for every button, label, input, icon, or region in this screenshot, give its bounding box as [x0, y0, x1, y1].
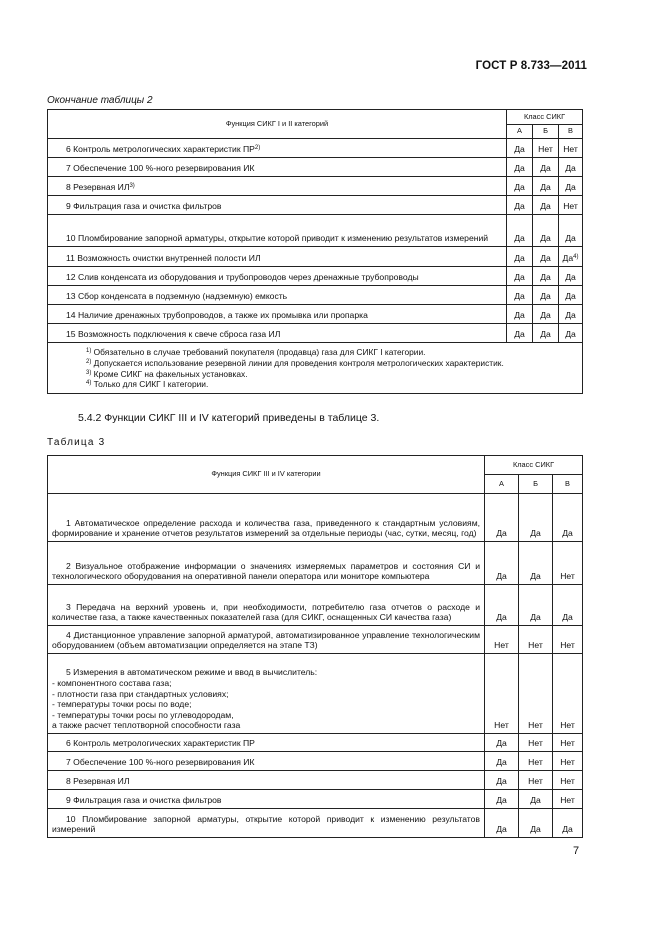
class-c-value — [559, 215, 583, 247]
value-text: Да — [540, 310, 551, 321]
function-text: 8 Резервная ИЛ — [66, 776, 130, 787]
function-cell — [48, 752, 485, 771]
value-text: Да — [496, 795, 507, 806]
table2-class-header: Класс СИКГ — [507, 110, 583, 125]
function-cell — [48, 324, 507, 343]
value-text: Да — [496, 738, 507, 749]
footnote-text: Допускается использование резервной линии для проведения контроля метрологических характеристик. — [93, 357, 504, 368]
class-a-value — [507, 305, 533, 324]
table-row — [48, 734, 583, 752]
footnote-mark: 4) — [573, 254, 579, 261]
value-text: Нет — [563, 144, 578, 155]
table-2 — [47, 109, 583, 394]
value-text: Да — [496, 612, 507, 623]
value-text: Да — [514, 253, 525, 264]
section-paragraph: 5.4.2 Функции СИКГ III и IV категорий приведены в таблице 3. — [78, 412, 380, 424]
class-b-value — [519, 790, 553, 809]
function-text: 2 Визуальное отображение информации о значениях измеряемых параметров и состояния СИ и технологического оборудования на оперативной панели оператора или мониторе компьютера — [52, 560, 480, 582]
class-b-value — [519, 734, 553, 752]
table3-col-b: Б — [519, 475, 553, 494]
value-text: Нет — [528, 738, 543, 749]
class-c-value — [559, 177, 583, 196]
value-text: Да — [514, 163, 525, 174]
value-text: Нет — [528, 720, 543, 731]
class-a-value — [485, 734, 519, 752]
list-item: - температуры точки росы по углеводородам, — [52, 709, 234, 720]
function-text: 4 Дистанционное управление запорной арматурой, автоматизированное управление технологическим оборудованием (объем автоматизации определяется на этапе ТЗ) — [52, 629, 480, 651]
footnote-text: Кроме СИКГ на факельных установках. — [93, 368, 248, 379]
value-text: Да — [530, 612, 541, 623]
table-row — [48, 654, 583, 734]
table-row — [48, 752, 583, 771]
value-text: Да — [514, 272, 525, 283]
value-text: Да — [496, 757, 507, 768]
function-text: 3 Передача на верхний уровень и, при необходимости, потребителю газа отчетов о расходе и количестве газа, а также качественных показателей газа (для СИКГ, оснащенных СИ качества газа) — [52, 601, 480, 623]
table-row — [48, 585, 583, 626]
function-cell — [48, 809, 485, 838]
value-text: Нет — [560, 776, 575, 787]
class-b-value — [519, 542, 553, 585]
class-a-value — [485, 809, 519, 838]
function-cell — [48, 158, 507, 177]
class-b-value — [519, 809, 553, 838]
class-c-value — [559, 324, 583, 343]
class-c-value — [553, 626, 583, 654]
value-text: Да — [540, 201, 551, 212]
table-row — [48, 158, 583, 177]
class-b-value — [533, 267, 559, 286]
table-row — [48, 790, 583, 809]
class-a-value — [507, 286, 533, 305]
class-a-value — [507, 158, 533, 177]
function-cell — [48, 771, 485, 790]
footnote-mark: 2) — [254, 145, 261, 152]
class-c-value — [559, 139, 583, 158]
table-row — [48, 626, 583, 654]
class-a-value — [485, 585, 519, 626]
function-text: 7 Обеспечение 100 %-ного резервирования ИК — [66, 163, 255, 174]
table-row — [48, 305, 583, 324]
page-number: 7 — [573, 845, 580, 857]
value-text: Да — [562, 824, 573, 835]
footnote-text: Обязательно в случае требований покупателя (продавца) газа для СИКГ I категории. — [93, 347, 426, 357]
class-c-value — [553, 494, 583, 542]
function-text: 8 Резервная ИЛ — [66, 182, 130, 193]
value-text: Да — [565, 233, 576, 244]
class-b-value — [533, 158, 559, 177]
value-text: Да — [496, 528, 507, 539]
table-row — [48, 542, 583, 585]
table-row — [48, 177, 583, 196]
table2-col-a: А — [507, 125, 533, 139]
function-text: 9 Фильтрация газа и очистка фильтров — [66, 201, 222, 212]
class-b-value — [519, 752, 553, 771]
class-b-value — [519, 771, 553, 790]
function-cell — [48, 267, 507, 286]
function-text: 10 Пломбирование запорной арматуры, открытие которой приводит к изменению результатов измерений — [52, 813, 480, 835]
class-c-value — [553, 734, 583, 752]
value-text: Да — [565, 291, 576, 302]
value-text: Да — [565, 163, 576, 174]
class-c-value — [553, 790, 583, 809]
value-text: Да — [540, 253, 551, 264]
footnote — [52, 369, 578, 380]
value-text: Да — [530, 824, 541, 835]
value-text: Нет — [560, 795, 575, 806]
footnote-mark: 1) — [86, 348, 92, 354]
value-text: Да — [514, 291, 525, 302]
table3-col-c: В — [553, 475, 583, 494]
class-a-value — [507, 247, 533, 267]
value-text: Да — [540, 163, 551, 174]
class-a-value — [507, 139, 533, 158]
class-a-value — [507, 267, 533, 286]
table-row — [48, 286, 583, 305]
value-text: Да — [565, 182, 576, 193]
function-cell — [48, 494, 485, 542]
value-text: Да — [565, 329, 576, 340]
value-text: Да — [565, 310, 576, 321]
function-cell — [48, 542, 485, 585]
function-cell — [48, 734, 485, 752]
class-b-value — [533, 305, 559, 324]
value-text: Да — [496, 776, 507, 787]
footnote-mark: 3) — [129, 183, 135, 190]
class-b-value — [533, 177, 559, 196]
value-text: Нет — [528, 776, 543, 787]
function-tail: а также расчет теплотворной способности газа — [52, 720, 241, 731]
table3-function-header: Функция СИКГ III и IV категории — [48, 456, 485, 494]
class-a-value — [485, 542, 519, 585]
list-item: - плотности газа при стандартных условиях; — [52, 688, 229, 699]
class-b-value — [533, 286, 559, 305]
value-text: Да — [565, 272, 576, 283]
value-text: Да — [514, 182, 525, 193]
value-text: Нет — [494, 720, 509, 731]
function-cell — [48, 626, 485, 654]
class-b-value — [519, 494, 553, 542]
function-cell — [48, 790, 485, 809]
value-text: Да — [562, 612, 573, 623]
value-text: Да — [530, 528, 541, 539]
table3-caption: Таблица 3 — [47, 437, 106, 448]
table2-function-header: Функция СИКГ I и II категорий — [48, 110, 507, 139]
table-row — [48, 267, 583, 286]
class-c-value — [553, 585, 583, 626]
function-text: 15 Возможность подключения к свече сброса газа ИЛ — [66, 329, 281, 340]
function-cell — [48, 585, 485, 626]
class-c-value — [553, 809, 583, 838]
class-b-value — [519, 626, 553, 654]
value-text: Нет — [560, 640, 575, 651]
notes-row — [48, 343, 583, 394]
value-text: Да — [540, 329, 551, 340]
class-c-value — [553, 771, 583, 790]
value-text: Да — [540, 291, 551, 302]
value-text: Да — [540, 272, 551, 283]
value-text: Да — [514, 233, 525, 244]
function-text: 6 Контроль метрологических характеристик ПР — [66, 144, 255, 155]
function-text: 1 Автоматическое определение расхода и количества газа, приведенного к стандартным условиям, формирование и хранение отчетов результатов измерений за отдельные периоды (час, сутки, месяц, год) — [52, 517, 480, 539]
value-text: Да — [496, 824, 507, 835]
table-3 — [47, 455, 583, 838]
value-text: Да — [514, 201, 525, 212]
value-text: Нет — [560, 738, 575, 749]
value-text: Нет — [528, 757, 543, 768]
class-c-value — [559, 305, 583, 324]
class-c-value — [559, 196, 583, 215]
class-a-value — [485, 654, 519, 734]
function-text: 10 Пломбирование запорной арматуры, открытие которой приводит к изменению результатов измерений — [66, 233, 489, 244]
value-text: Да — [514, 310, 525, 321]
function-cell — [48, 177, 507, 196]
class-c-value — [553, 542, 583, 585]
function-cell — [48, 286, 507, 305]
footnote — [52, 358, 578, 369]
function-text: 13 Сбор конденсата в подземную (надземную) емкость — [66, 291, 288, 302]
function-cell — [48, 654, 485, 734]
class-b-value — [519, 654, 553, 734]
table-row — [48, 196, 583, 215]
value-text: Да — [540, 233, 551, 244]
function-cell — [48, 305, 507, 324]
table-row — [48, 139, 583, 158]
class-a-value — [507, 196, 533, 215]
value-text: Нет — [563, 201, 578, 212]
class-a-value — [507, 324, 533, 343]
value-text: Да — [514, 329, 525, 340]
class-a-value — [485, 790, 519, 809]
table-row — [48, 771, 583, 790]
value-text: Нет — [560, 757, 575, 768]
footnote — [52, 347, 578, 358]
class-b-value — [533, 324, 559, 343]
value-text: Нет — [560, 571, 575, 582]
table2-col-c: В — [559, 125, 583, 139]
list-item: - компонентного состава газа; — [52, 678, 172, 689]
table2-col-b: Б — [533, 125, 559, 139]
class-a-value — [507, 177, 533, 196]
class-a-value — [485, 626, 519, 654]
value-text: Да — [496, 571, 507, 582]
class-c-value — [553, 752, 583, 771]
table-row — [48, 215, 583, 247]
value-text: Да — [514, 144, 525, 155]
value-text: Нет — [538, 144, 553, 155]
table2-caption: Окончание таблицы 2 — [47, 95, 153, 106]
footnote-text: Только для СИКГ I категории. — [93, 379, 209, 390]
footnote-mark: 2) — [86, 358, 92, 365]
class-b-value — [519, 585, 553, 626]
class-b-value — [533, 139, 559, 158]
class-b-value — [533, 215, 559, 247]
function-cell — [48, 139, 507, 158]
table3-class-header: Класс СИКГ — [485, 456, 583, 475]
table-row — [48, 809, 583, 838]
function-text: 11 Возможность очистки внутренней полости ИЛ — [66, 253, 261, 264]
table-row — [48, 494, 583, 542]
standard-designation: ГОСТ Р 8.733—2011 — [475, 60, 587, 72]
value-text: Нет — [494, 640, 509, 651]
table-row — [48, 324, 583, 343]
function-cell — [48, 215, 507, 247]
value-text: Да — [530, 795, 541, 806]
function-text: 5 Измерения в автоматическом режиме и ввод в вычислитель: — [66, 667, 318, 678]
class-a-value — [485, 494, 519, 542]
value-text: Нет — [528, 640, 543, 651]
value-text: Да — [562, 528, 573, 539]
footnote-mark: 4) — [86, 380, 92, 387]
function-cell — [48, 247, 507, 267]
function-cell — [48, 196, 507, 215]
class-c-value — [559, 247, 583, 267]
class-c-value — [559, 267, 583, 286]
function-text: 7 Обеспечение 100 %-ного резервирования ИК — [66, 757, 255, 768]
function-text: 6 Контроль метрологических характеристик ПР — [66, 738, 255, 749]
table3-col-a: А — [485, 475, 519, 494]
value-text: Да — [562, 253, 574, 264]
class-c-value — [559, 286, 583, 305]
function-text: 9 Фильтрация газа и очистка фильтров — [66, 795, 222, 806]
value-text: Да — [540, 182, 551, 193]
class-b-value — [533, 196, 559, 215]
class-a-value — [507, 215, 533, 247]
list-item: - температуры точки росы по воде; — [52, 699, 192, 710]
class-b-value — [533, 247, 559, 267]
class-c-value — [553, 654, 583, 734]
footnote-mark: 3) — [86, 369, 92, 376]
class-c-value — [559, 158, 583, 177]
function-text: 12 Слив конденсата из оборудования и трубопроводов через дренажные трубопроводы — [66, 272, 419, 283]
function-text: 14 Наличие дренажных трубопроводов, а также их промывка или пропарка — [66, 310, 368, 321]
class-a-value — [485, 752, 519, 771]
table-row — [48, 247, 583, 267]
value-text: Да — [530, 571, 541, 582]
class-a-value — [485, 771, 519, 790]
value-text: Нет — [560, 720, 575, 731]
footnote — [52, 379, 578, 390]
footnotes — [48, 343, 583, 394]
